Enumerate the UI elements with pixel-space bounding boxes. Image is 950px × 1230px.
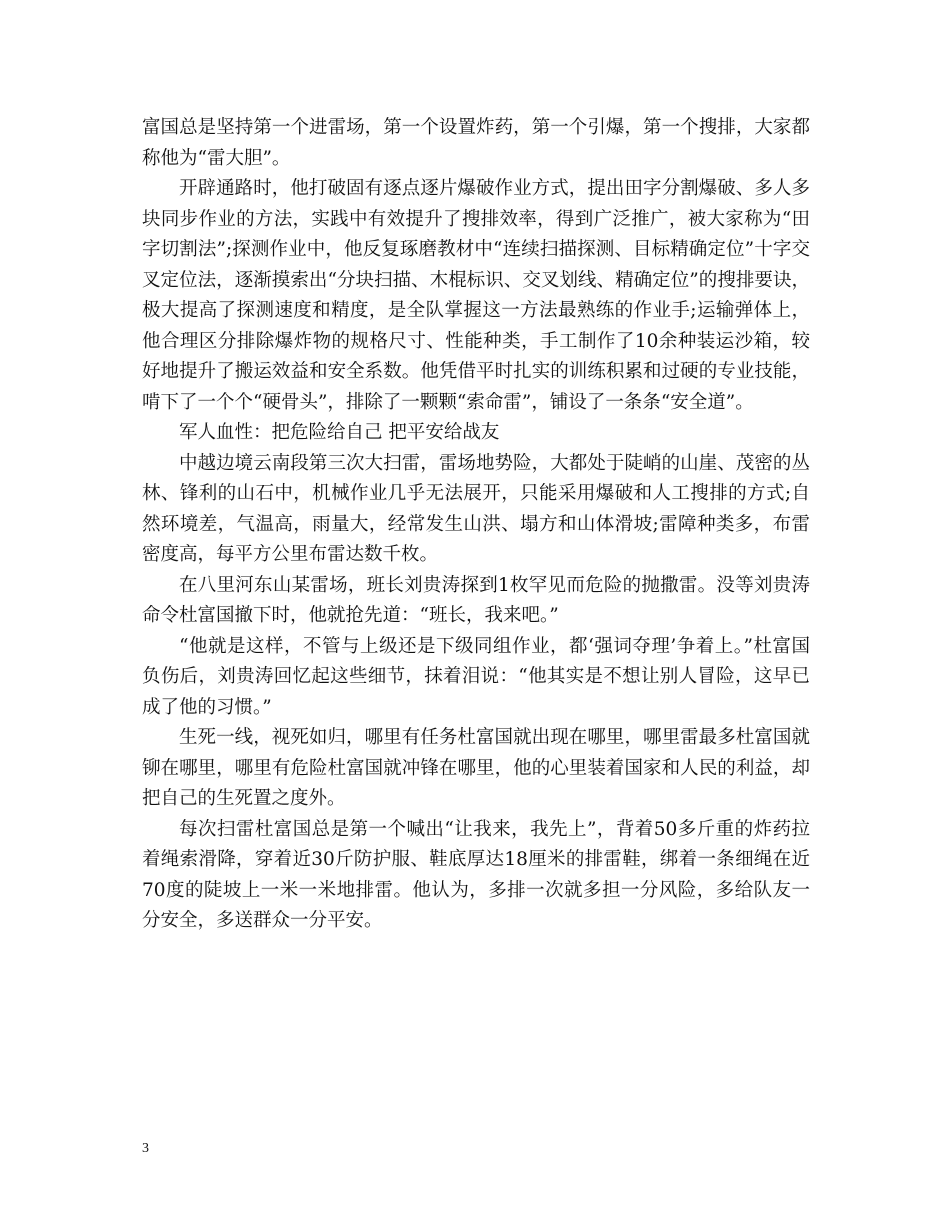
- page-number: 3: [142, 1141, 149, 1156]
- paragraph-methods: 开辟通路时，他打破固有逐点逐片爆破作业方式，提出田字分割爆破、多人多块同步作业的方法，实践中有效提升了搜排效率，得到广泛推广，被大家称为“田字切割法”;探测作业中，他反复琢磨教材中“连续扫描探测、目标精确定位”十字交叉定位法，逐渐摸索出“分块扫描、木棍标识、交叉划线、精确定位”的搜排要诀，极大提高了探测速度和精度，是全队掌握这一方法最熟练的作业手;运输弹体上，他合理区分排除爆炸物的规格尺寸、性能种类，手工制作了10余种装运沙箱，较好地提升了搬运效益和安全系数。他凭借平时扎实的训练积累和过硬的专业技能，啃下了一个个“硬骨头”，排除了一颗颗“索命雷”，铺设了一条条“安全道”。: [142, 178, 810, 413]
- paragraph-life-and-death: 生死一线，视死如归，哪里有任务杜富国就出现在哪里，哪里雷最多杜富国就铆在哪里，哪里有危险杜富国就冲锋在哪里，他的心里装着国家和人民的利益，却把自己的生死置之度外。: [142, 727, 810, 809]
- section-heading: 军人血性：把危险给自己 把平安给战友: [179, 422, 500, 443]
- document-body: [142, 113, 810, 937]
- paragraph-continuation: 富国总是坚持第一个进雷场，第一个设置炸药，第一个引爆，第一个搜排，大家都称他为“雷大胆”。: [142, 117, 810, 169]
- paragraph-balihe-minefield: 在八里河东山某雷场，班长刘贵涛探到1枚罕见而危险的抛撒雷。没等刘贵涛命令杜富国撤下时，他就抢先道：“班长，我来吧。”: [142, 574, 810, 626]
- paragraph-every-clearance: 每次扫雷杜富国总是第一个喊出“让我来，我先上”，背着50多斤重的炸药拉着绳索滑降，穿着近30斤防护服、鞋底厚达18厘米的排雷鞋，绑着一条细绳在近70度的陡坡上一米一米地排雷。他认为，多排一次就多担一分风险，多给队友一分安全，多送群众一分平安。: [142, 818, 810, 931]
- paragraph-recollection: “他就是这样，不管与上级还是下级同组作业，都‘强词夺理’争着上。”杜富国负伤后，刘贵涛回忆起这些细节，抹着泪说：“他其实是不想让别人冒险，这早已成了他的习惯。”: [142, 635, 810, 718]
- paragraph-minefield-conditions: 中越边境云南段第三次大扫雷，雷场地势险，大都处于陡峭的山崖、茂密的丛林、锋利的山石中，机械作业几乎无法展开，只能采用爆破和人工搜排的方式;自然环境差，气温高，雨量大，经常发生山洪、塌方和山体滑坡;雷障种类多，布雷密度高，每平方公里布雷达数千枚。: [142, 452, 810, 565]
